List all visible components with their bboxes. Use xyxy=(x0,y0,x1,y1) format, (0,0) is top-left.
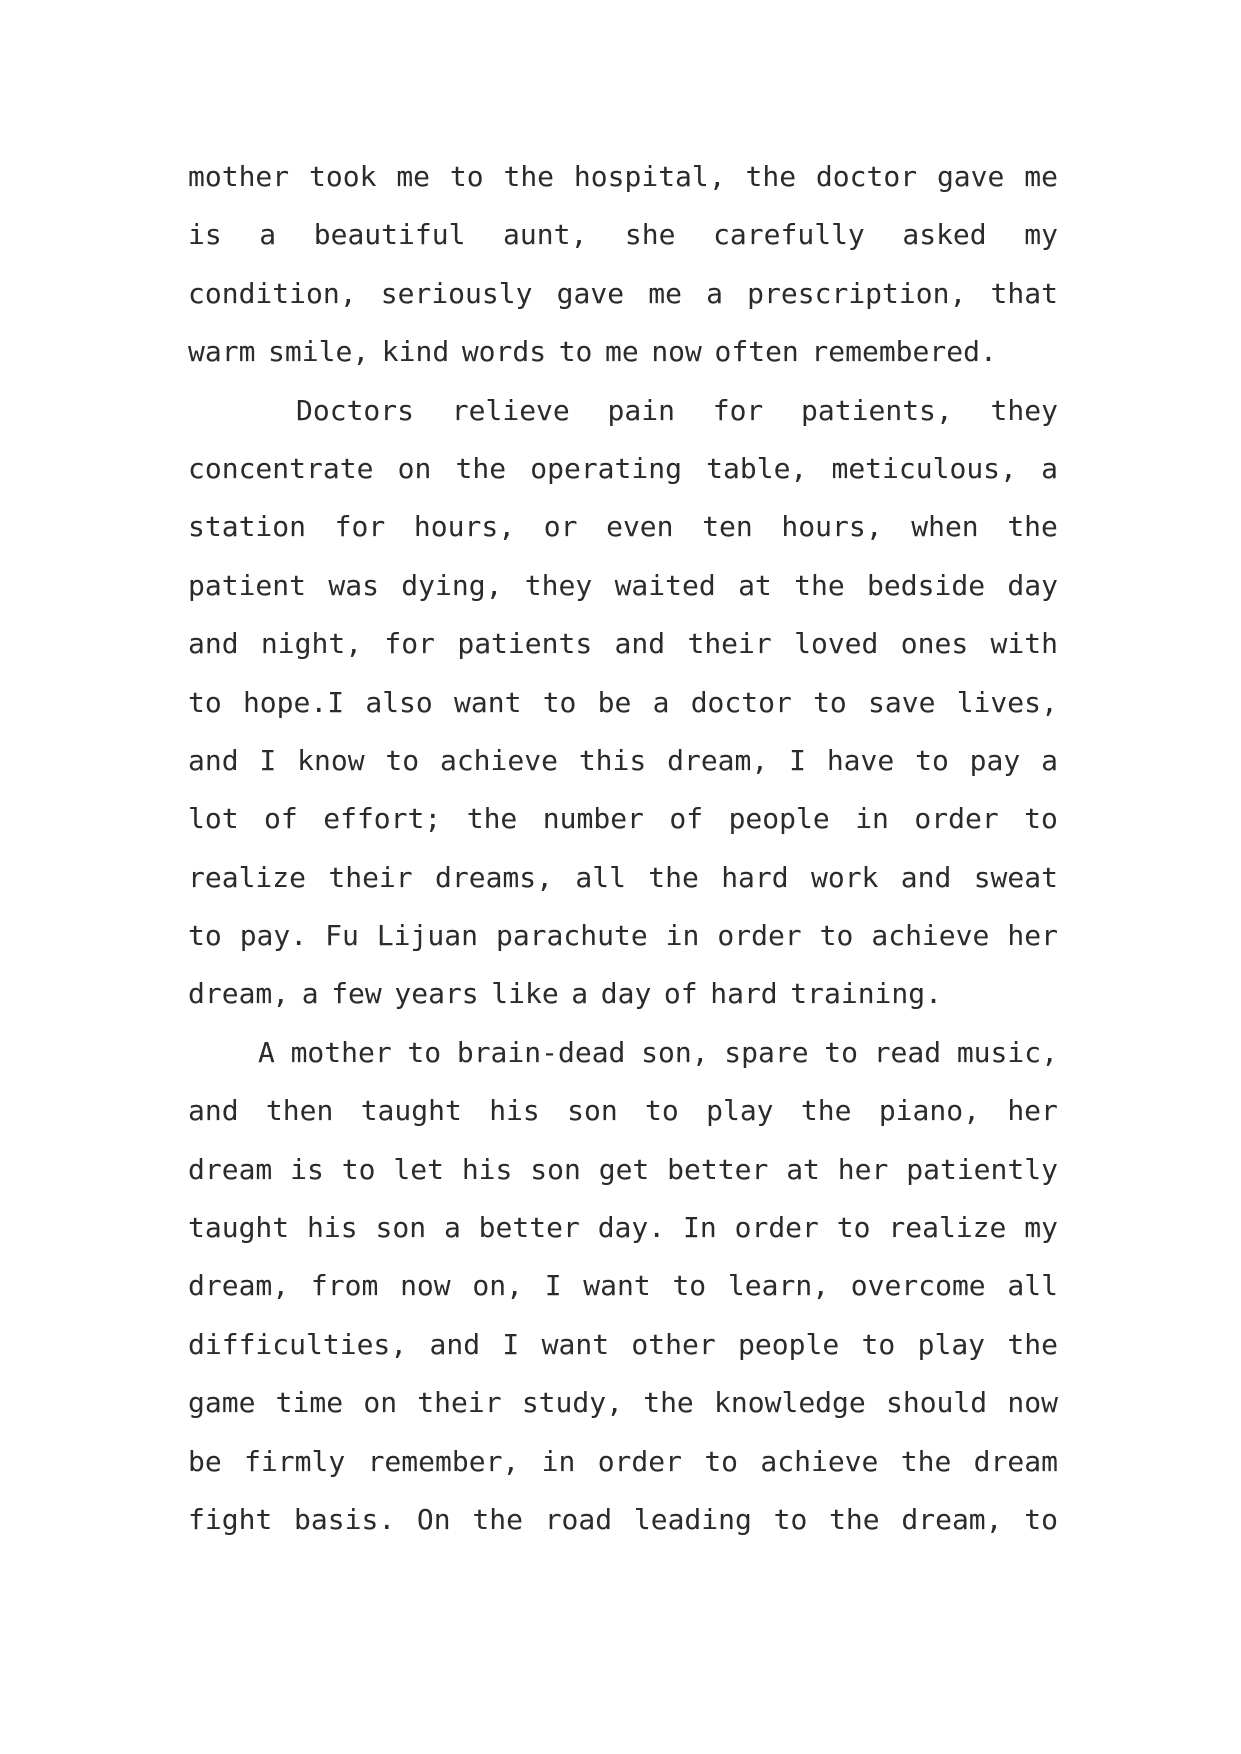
document-body xyxy=(188,160,1058,1561)
word: order xyxy=(717,919,802,953)
text-line xyxy=(188,1036,1058,1094)
word: kind xyxy=(381,335,450,369)
word: ones xyxy=(900,627,969,661)
word: his xyxy=(307,1211,358,1245)
word: ten xyxy=(702,510,753,544)
word: to xyxy=(773,1502,808,1536)
word: condition, xyxy=(188,276,357,310)
word: On xyxy=(416,1502,451,1536)
word: read xyxy=(873,1035,942,1069)
word: Fu xyxy=(325,919,359,953)
word: her xyxy=(837,1152,889,1186)
word: and xyxy=(188,1094,239,1128)
word: a xyxy=(259,218,277,252)
word: pain xyxy=(607,393,675,427)
word: to xyxy=(672,1269,707,1303)
word: dream, xyxy=(667,743,769,777)
word: piano, xyxy=(878,1094,980,1128)
text-line xyxy=(188,919,1058,977)
word: mother xyxy=(188,160,290,193)
word: time xyxy=(275,1386,344,1420)
word: the xyxy=(800,1094,852,1128)
word: realize xyxy=(188,860,307,894)
word: mother xyxy=(290,1035,392,1069)
word: warm xyxy=(188,335,256,369)
word: like xyxy=(491,977,559,1011)
word: Lijuan xyxy=(376,919,478,953)
text-line xyxy=(188,394,1058,452)
word: music, xyxy=(956,1035,1058,1069)
word: meticulous, xyxy=(831,451,1017,485)
word: achieve xyxy=(760,1444,879,1478)
word: In xyxy=(683,1211,717,1245)
word: her xyxy=(1007,1094,1058,1128)
word: they xyxy=(990,393,1058,427)
word: that xyxy=(990,276,1058,310)
word: on xyxy=(397,451,432,485)
word: play xyxy=(706,1094,774,1128)
word: when xyxy=(911,510,979,544)
word: brain-dead xyxy=(456,1035,626,1069)
word: doctor xyxy=(690,685,792,719)
word: to xyxy=(558,335,593,369)
word: dream, xyxy=(901,1502,1003,1536)
word: in xyxy=(665,919,700,953)
word: dream, xyxy=(188,1269,290,1303)
word: leading xyxy=(633,1502,752,1536)
word: a xyxy=(301,977,319,1011)
word: A xyxy=(258,1035,275,1069)
word: be xyxy=(597,685,632,719)
word: also xyxy=(365,685,433,719)
word: her xyxy=(1007,919,1058,953)
word: now xyxy=(400,1269,451,1303)
word: a xyxy=(652,685,670,719)
word: parachute xyxy=(495,919,648,953)
word: all xyxy=(1007,1269,1058,1303)
word: dying, xyxy=(401,568,503,602)
word: hospital, xyxy=(573,160,726,193)
word: effort; xyxy=(323,802,442,836)
word: to xyxy=(449,160,484,193)
word: a xyxy=(706,276,723,310)
word: of xyxy=(264,802,298,836)
text-line xyxy=(188,1153,1058,1211)
word: dream xyxy=(973,1444,1058,1478)
word: at xyxy=(738,568,772,602)
word: gave xyxy=(936,160,1005,193)
word: I xyxy=(789,743,806,777)
word: order xyxy=(734,1211,819,1245)
word: training. xyxy=(790,977,942,1011)
word: the xyxy=(1007,510,1058,544)
word: day. xyxy=(597,1211,666,1245)
text-line xyxy=(188,1211,1058,1269)
word: Doctors xyxy=(296,393,415,427)
word: son xyxy=(375,1211,427,1245)
word: to xyxy=(813,685,847,719)
word: to xyxy=(819,919,854,953)
word: hours, xyxy=(781,510,883,544)
word: at xyxy=(786,1152,820,1186)
word: is xyxy=(188,218,222,252)
word: want xyxy=(541,1327,610,1361)
text-line xyxy=(188,686,1058,744)
word: know xyxy=(297,743,365,777)
word: basis. xyxy=(294,1502,396,1536)
word: seriously xyxy=(380,276,533,310)
word: lives, xyxy=(956,685,1058,719)
word: to xyxy=(407,1035,442,1069)
word: achieve xyxy=(439,743,558,777)
word: prescription, xyxy=(747,276,967,310)
word: even xyxy=(606,510,674,544)
word: patients, xyxy=(801,393,953,427)
word: a xyxy=(1041,743,1058,777)
word: words xyxy=(461,335,547,369)
word: to xyxy=(188,919,222,953)
word: took xyxy=(309,160,377,193)
word: lot xyxy=(188,802,239,836)
word: station xyxy=(188,510,307,544)
word: the xyxy=(648,860,699,894)
text-line xyxy=(188,627,1058,685)
word: be xyxy=(188,1444,222,1478)
word: son, xyxy=(641,1035,709,1069)
word: to xyxy=(341,1152,376,1186)
word: bedside xyxy=(867,568,986,602)
word: their xyxy=(417,1386,502,1420)
word: to xyxy=(704,1444,739,1478)
word: save xyxy=(868,685,936,719)
word: with xyxy=(990,627,1058,661)
word: to xyxy=(1024,1502,1058,1536)
word: work xyxy=(810,860,879,894)
word: knowledge xyxy=(714,1386,866,1420)
word: get xyxy=(598,1152,650,1186)
word: to xyxy=(645,1094,679,1128)
word: taught xyxy=(188,1211,290,1245)
word: day xyxy=(600,977,652,1011)
word: dreams, xyxy=(435,860,554,894)
word: number xyxy=(542,802,644,836)
word: from xyxy=(310,1269,379,1303)
word: I xyxy=(544,1269,562,1303)
word: patient xyxy=(188,568,307,602)
word: and xyxy=(614,627,666,661)
word: on xyxy=(363,1386,398,1420)
word: to xyxy=(861,1327,896,1361)
word: play xyxy=(917,1327,986,1361)
word: they xyxy=(524,568,593,602)
word: gave xyxy=(556,276,625,310)
word: all xyxy=(575,860,626,894)
word: the xyxy=(900,1444,952,1478)
word: in xyxy=(855,802,889,836)
word: the xyxy=(455,451,507,485)
word: the xyxy=(466,802,518,836)
word: son xyxy=(567,1094,618,1128)
word: for xyxy=(712,393,764,427)
word: want xyxy=(454,685,522,719)
text-line xyxy=(188,1445,1058,1503)
word: people xyxy=(728,802,830,836)
word: for xyxy=(384,627,435,661)
word: beautiful xyxy=(313,218,466,252)
word: achieve xyxy=(871,919,990,953)
word: to xyxy=(915,743,949,777)
word: better xyxy=(478,1211,580,1245)
word: dream xyxy=(188,1152,273,1186)
word: carefully xyxy=(713,218,865,252)
text-line xyxy=(188,802,1058,860)
word: for xyxy=(334,510,386,544)
word: or xyxy=(543,510,578,544)
word: hard xyxy=(721,860,789,894)
word: the xyxy=(829,1502,880,1536)
word: relieve xyxy=(451,393,570,427)
word: hours, xyxy=(413,510,516,544)
word: night, xyxy=(260,627,363,661)
word: is xyxy=(290,1152,324,1186)
word: often xyxy=(714,335,799,369)
word: this xyxy=(578,743,647,777)
word: and xyxy=(900,860,952,894)
text-line xyxy=(188,861,1058,919)
word: of xyxy=(669,802,704,836)
word: day xyxy=(1007,568,1058,602)
word: waited xyxy=(614,568,716,602)
word: a xyxy=(443,1211,461,1245)
word: their xyxy=(328,860,413,894)
word: to xyxy=(542,685,577,719)
word: doctor xyxy=(815,160,918,193)
word: I xyxy=(502,1327,520,1361)
word: my xyxy=(1024,218,1058,252)
word: his xyxy=(461,1152,513,1186)
word: patiently xyxy=(906,1152,1058,1186)
word: have xyxy=(826,743,895,777)
word: want xyxy=(583,1269,651,1303)
word: my xyxy=(1024,1211,1058,1245)
word: and xyxy=(188,743,239,777)
word: to xyxy=(188,685,222,719)
text-line xyxy=(188,569,1058,627)
word: remembered. xyxy=(811,335,997,369)
word: overcome xyxy=(850,1269,986,1303)
text-line xyxy=(188,160,1058,218)
word: pay. xyxy=(239,919,308,953)
word: remember, xyxy=(367,1444,520,1478)
text-line xyxy=(188,452,1058,510)
word: to xyxy=(824,1035,858,1069)
word: a xyxy=(571,977,589,1011)
word: pay xyxy=(969,743,1021,777)
word: order xyxy=(914,802,999,836)
word: smile, xyxy=(268,335,370,369)
word: the xyxy=(643,1386,694,1420)
text-line xyxy=(188,1269,1058,1327)
text-line xyxy=(188,1328,1058,1386)
word: operating xyxy=(530,451,682,485)
word: difficulties, xyxy=(188,1327,408,1361)
word: firmly xyxy=(244,1444,346,1478)
text-line xyxy=(188,977,1058,1035)
word: spare xyxy=(724,1035,809,1069)
word: a xyxy=(1041,451,1058,485)
word: other xyxy=(631,1327,716,1361)
word: let xyxy=(393,1152,444,1186)
word: son xyxy=(530,1152,581,1186)
word: the xyxy=(1007,1327,1058,1361)
word: aunt, xyxy=(503,218,588,252)
word: me xyxy=(396,160,431,193)
word: concentrate xyxy=(188,451,374,485)
word: I xyxy=(259,743,277,777)
word: dream, xyxy=(188,977,290,1011)
word: me xyxy=(648,276,682,310)
word: of xyxy=(663,977,698,1011)
word: the xyxy=(794,568,845,602)
word: their xyxy=(687,627,772,661)
word: to xyxy=(836,1211,871,1245)
word: fight xyxy=(188,1502,273,1536)
word: to xyxy=(385,743,420,777)
word: table, xyxy=(706,451,808,485)
word: to xyxy=(1024,802,1058,836)
word: hope.I xyxy=(242,685,345,719)
word: loved xyxy=(794,627,879,661)
word: was xyxy=(328,568,379,602)
word: the xyxy=(503,160,555,193)
word: years xyxy=(394,977,479,1011)
word: me xyxy=(605,335,639,369)
text-line xyxy=(188,277,1058,335)
word: me xyxy=(1024,160,1058,193)
text-line xyxy=(188,1503,1058,1561)
word: few xyxy=(331,977,382,1011)
word: sweat xyxy=(973,860,1058,894)
word: the xyxy=(472,1502,523,1536)
word: in xyxy=(541,1444,576,1478)
word: should xyxy=(885,1386,988,1420)
word: game xyxy=(188,1386,256,1420)
word: order xyxy=(597,1444,682,1478)
word: then xyxy=(265,1094,334,1128)
text-line xyxy=(188,510,1058,568)
word: asked xyxy=(902,218,987,252)
word: better xyxy=(667,1152,769,1186)
text-line xyxy=(188,744,1058,802)
word: learn, xyxy=(727,1269,830,1303)
word: and xyxy=(429,1327,481,1361)
word: road xyxy=(544,1502,613,1536)
word: and xyxy=(188,627,239,661)
word: on, xyxy=(472,1269,523,1303)
word: the xyxy=(745,160,797,193)
word: people xyxy=(738,1327,840,1361)
word: taught xyxy=(360,1094,462,1128)
word: realize xyxy=(888,1211,1007,1245)
word: now xyxy=(651,335,702,369)
word: now xyxy=(1007,1386,1058,1420)
text-line xyxy=(188,335,1058,393)
text-line xyxy=(188,1386,1058,1444)
word: his xyxy=(489,1094,540,1128)
word: hard xyxy=(710,977,778,1011)
word: she xyxy=(624,218,676,252)
word: study, xyxy=(521,1386,623,1420)
word: patients xyxy=(457,627,593,661)
text-line xyxy=(188,1094,1058,1152)
text-line xyxy=(188,218,1058,276)
